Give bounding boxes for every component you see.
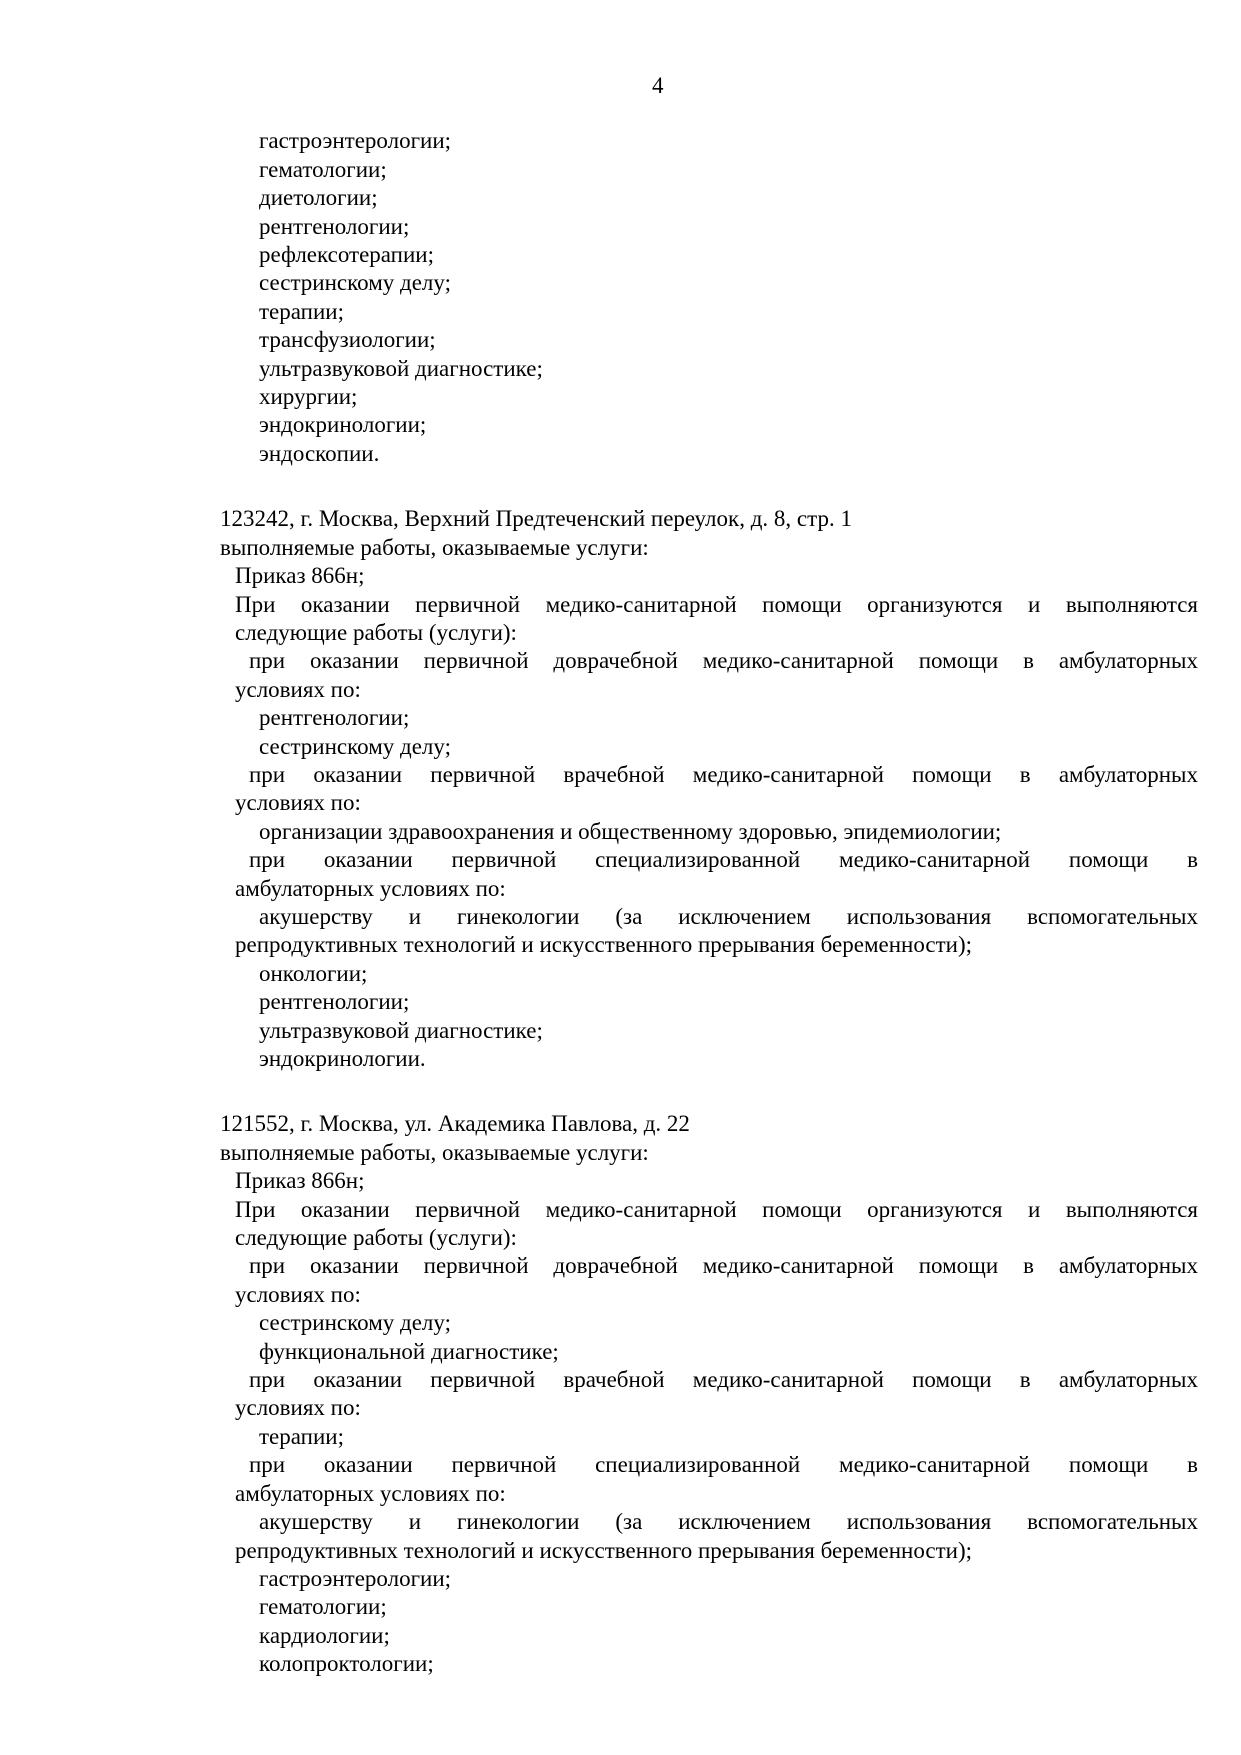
list-item-line: организации здравоохранения и общественному здоровью, эпидемиологии; — [259, 818, 1002, 844]
paragraph-line: при оказании первичной специализированной медико-санитарной помощи в — [249, 847, 1198, 873]
order-line: Приказ 866н; — [235, 563, 365, 589]
page-number: 4 — [652, 73, 664, 98]
document-body — [0, 127, 1241, 1678]
list-item-line: хирургии; — [259, 384, 358, 410]
paragraph-line: условиях по: — [235, 1395, 361, 1421]
list-item-line: рентгенологии; — [259, 989, 410, 1015]
list-item-line: диетологии; — [259, 185, 378, 211]
list-item-line: сестринскому делу; — [259, 270, 451, 296]
list-item-line: гастроэнтерологии; — [259, 1565, 452, 1591]
order-line: Приказ 866н; — [235, 1168, 365, 1194]
list-item-line: ультразвуковой диагностике; — [259, 355, 543, 381]
list-item-line: репродуктивных технологий и искусственного прерывания беременности); — [235, 932, 973, 958]
list-item-line: рентгенологии; — [259, 213, 410, 239]
list-item-line: сестринскому делу; — [259, 1310, 451, 1336]
list-item-line: гематологии; — [259, 156, 387, 182]
paragraph-line: при оказании первичной врачебной медико-санитарной помощи в амбулаторных — [249, 1367, 1198, 1393]
paragraph-line: амбулаторных условиях по: — [235, 1480, 506, 1506]
paragraph-line: При оказании первичной медико-санитарной помощи организуются и выполняются — [235, 591, 1198, 617]
list-item-line: функциональной диагностике; — [259, 1338, 559, 1364]
list-item-line: эндоскопии. — [259, 440, 380, 466]
list-item-line: гематологии; — [259, 1594, 387, 1620]
paragraph-line: условиях по: — [235, 790, 361, 816]
paragraph-line: при оказании первичной специализированной медико-санитарной помощи в — [249, 1452, 1198, 1478]
list-item-line: акушерству и гинекологии (за исключением использования вспомогательных — [259, 903, 1198, 929]
list-item-line: репродуктивных технологий и искусственного прерывания беременности); — [235, 1537, 973, 1563]
paragraph-line: условиях по: — [235, 1281, 361, 1307]
paragraph-line: амбулаторных условиях по: — [235, 875, 506, 901]
list-item-line: терапии; — [259, 298, 344, 324]
list-item-line: онкологии; — [259, 960, 368, 986]
services-intro-line: выполняемые работы, оказываемые услуги: — [220, 534, 649, 560]
list-item-line: акушерству и гинекологии (за исключением использования вспомогательных — [259, 1509, 1198, 1535]
list-item-line: колопроктологии; — [259, 1651, 434, 1677]
list-item-line: ультразвуковой диагностике; — [259, 1017, 543, 1043]
address-line: 123242, г. Москва, Верхний Предтеченский переулок, д. 8, стр. 1 — [220, 506, 852, 532]
list-item-line: эндокринологии; — [259, 412, 427, 438]
paragraph-line: следующие работы (услуги): — [235, 1225, 517, 1251]
paragraph-line: условиях по: — [235, 676, 361, 702]
list-item-line: кардиологии; — [259, 1622, 390, 1648]
list-item-line: эндокринологии. — [259, 1046, 426, 1071]
location-block-akademika-pavlova — [0, 1110, 1241, 1678]
list-item-line: рефлексотерапии; — [259, 242, 434, 268]
paragraph-line: при оказании первичной доврачебной медико-санитарной помощи в амбулаторных — [249, 648, 1198, 674]
paragraph-line: при оказании первичной доврачебной медико-санитарной помощи в амбулаторных — [249, 1253, 1198, 1279]
address-line: 121552, г. Москва, ул. Академика Павлова, д. 22 — [220, 1111, 690, 1137]
paragraph-line: следующие работы (услуги): — [235, 619, 517, 645]
list-item-line: сестринскому делу; — [259, 733, 451, 759]
list-item-line: рентгенологии; — [259, 705, 410, 731]
paragraph-line: При оказании первичной медико-санитарной помощи организуются и выполняются — [235, 1196, 1198, 1222]
location-block-verhniy-predtechenskiy — [0, 505, 1241, 1073]
list-item-line: терапии; — [259, 1423, 344, 1449]
services-intro-line: выполняемые работы, оказываемые услуги: — [220, 1139, 649, 1165]
list-item-line: трансфузиологии; — [259, 327, 436, 353]
specialties-continuation-list — [0, 127, 1241, 468]
paragraph-line: при оказании первичной врачебной медико-санитарной помощи в амбулаторных — [249, 761, 1198, 787]
list-item-line: гастроэнтерологии; — [259, 128, 452, 154]
